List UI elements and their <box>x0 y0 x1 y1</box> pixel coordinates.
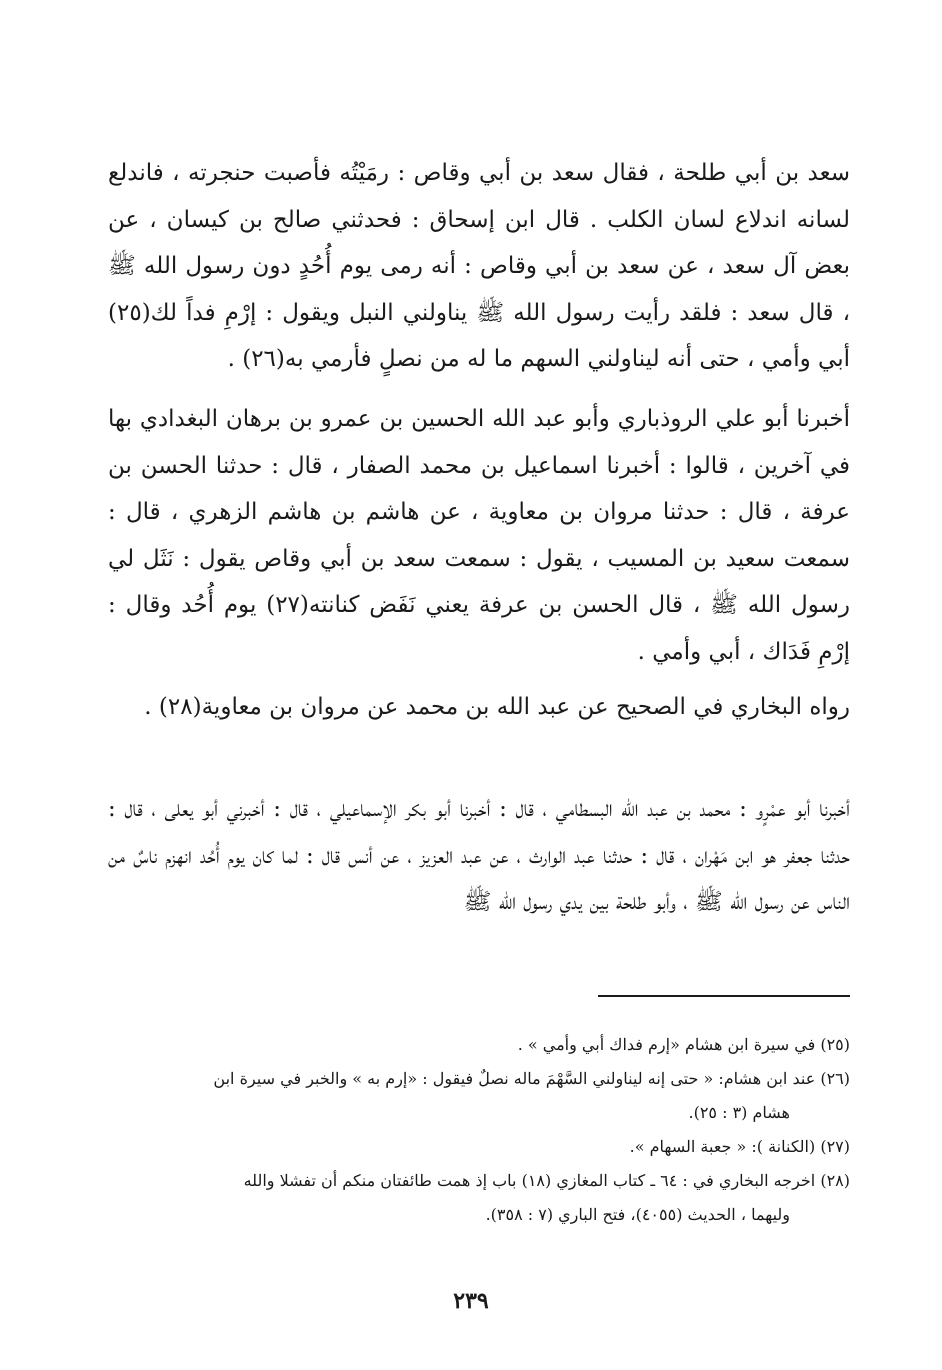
body-paragraph-3 <box>108 684 850 731</box>
footnote-26-continuation: هشام (٣ : ٢٥). <box>688 1103 790 1122</box>
footnotes-section <box>108 1028 850 1232</box>
footnote-27: (٢٧) (الكنانة ): « جعبة السهام ». <box>629 1137 850 1156</box>
paragraph-text: أخبرنا أبو عمْرٍو : محمد بن عبد الله البسطامي ، قال : أخبرنا أبو بكر الإسماعيلي ، قال : أخبرني أبو يعلى ، قال : حدثنا جعفر هو ابن مَهْران ، قال : حدثنا عبد الوارث ، عن عبد العزيز ، عن أنس قال : لما كان يوم أُحُد انهزم ناسٌ من الناس عن رسول الله ﷺ ، وأبو طلحة بين يدي رسول الله ﷺ <box>108 796 850 915</box>
page-number: ٢٣٩ <box>453 1288 489 1314</box>
footnote-28: (٢٨) اخرجه البخاري في : ٦٤ ـ كتاب المغازي (١٨) باب إذ همت طائفتان منكم أن تفشلا والله <box>243 1171 850 1190</box>
paragraph-text: أخبرنا أبو علي الروذباري وأبو عبد الله الحسين بن عمرو بن برهان البغدادي بها في آخرين ، قالوا : أخبرنا اسماعيل بن محمد الصفار ، قال : حدثنا الحسن بن عرفة ، قال : حدثنا مروان بن معاوية ، عن هاشم بن هاشم الزهري ، قال : سمعت سعيد بن المسيب ، يقول : سمعت سعد بن أبي وقاص يقول : نَثَل لي رسول الله ﷺ ، قال الحسن بن عرفة يعني نَفَض كنانته(٢٧) يوم أُحُد وقال : إرْمِ فَدَاك ، أبي وأمي . <box>108 406 850 665</box>
footnote-divider <box>598 995 850 997</box>
footnote-28-continuation: وليهما ، الحديث (٤٠٥٥)، فتح الباري (٧ : ٣٥٨). <box>485 1205 790 1224</box>
body-paragraph-1 <box>108 150 850 383</box>
paragraph-text: سعد بن أبي طلحة ، فقال سعد بن أبي وقاص : رمَيْتُه فأصبت حنجرته ، فاندلع لسانه اندلاع لسان الكلب . قال ابن إسحاق : فحدثني صالح بن كيسان ، عن بعض آل سعد ، عن سعد بن أبي وقاص : أنه رمى يوم أُحُدٍ دون رسول الله ﷺ ، قال سعد : فلقد رأيت رسول الله ﷺ يناولني النبل ويقول : إرْمِ فداً لك(٢٥) أبي وأمي ، حتى أنه ليناولني السهم ما له من نصلٍ فأرمي به(٢٦) . <box>108 160 850 372</box>
footnote-26: (٢٦) عند ابن هشام: « حتى إنه ليناولني السَّهْمَ ماله نصلٌ فيقول : «إرم به » والخبر في سيرة ابن <box>213 1069 850 1088</box>
body-paragraph-2 <box>108 396 850 675</box>
footnote-25: (٢٥) في سيرة ابن هشام «إرم فداك أبي وأمي » . <box>517 1035 850 1054</box>
paragraph-text: رواه البخاري في الصحيح عن عبد الله بن محمد عن مروان بن معاوية(٢٨) . <box>144 694 850 720</box>
body-paragraph-4 <box>108 786 850 926</box>
